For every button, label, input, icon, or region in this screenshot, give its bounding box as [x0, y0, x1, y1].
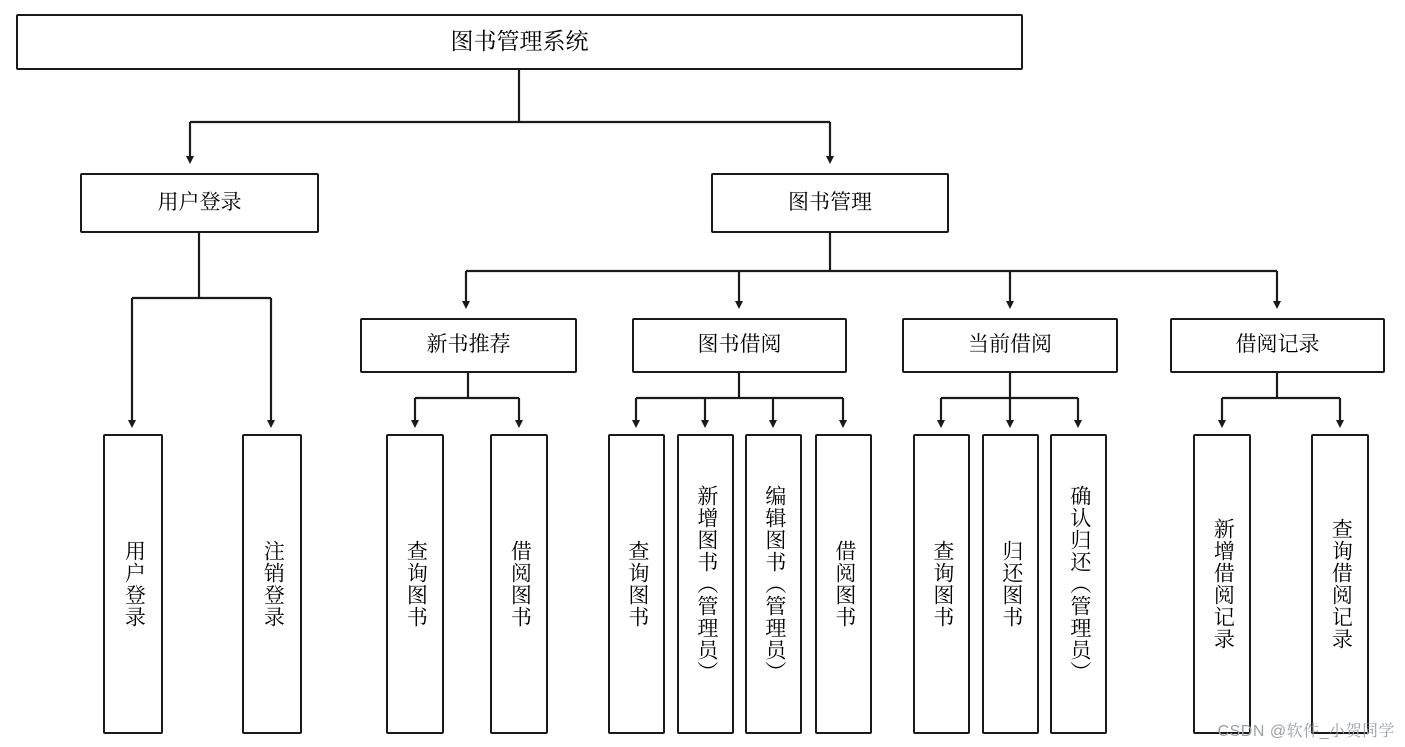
leaf-borrow-book-label: 借阅图书 — [832, 540, 856, 628]
leaf-confirm-return-label: 确认归还（管理员） — [1067, 485, 1091, 683]
leaf-add-borrow-record-label: 新增借阅记录 — [1211, 518, 1235, 650]
node-book-manage-label: 图书管理 — [788, 190, 872, 214]
leaf-query-borrow-record[interactable] — [1311, 434, 1369, 734]
leaf-confirm-return[interactable] — [1050, 434, 1107, 734]
node-user-login-label: 用户登录 — [157, 190, 242, 214]
node-root[interactable] — [16, 14, 1023, 70]
node-borrow-record-label: 借阅记录 — [1235, 333, 1320, 357]
leaf-edit-book-label: 编辑图书（管理员） — [762, 485, 786, 683]
node-root-label: 图书管理系统 — [450, 28, 589, 55]
node-book-borrow[interactable] — [632, 318, 847, 373]
leaf-query-book-recommend[interactable] — [386, 434, 444, 734]
leaf-logout-label: 注销登录 — [261, 540, 285, 628]
leaf-borrow-book[interactable] — [815, 434, 872, 734]
watermark-text: CSDN @软件_小贺同学 — [1217, 723, 1395, 740]
leaf-query-book-recommend-label: 查询图书 — [404, 540, 428, 628]
leaf-return-book-label: 归还图书 — [999, 540, 1023, 628]
leaf-user-login[interactable] — [103, 434, 163, 734]
leaf-query-book-borrow[interactable] — [608, 434, 665, 734]
leaf-add-book-label: 新增图书（管理员） — [694, 485, 718, 683]
node-book-borrow-label: 图书借阅 — [697, 333, 782, 357]
node-new-book-recommend-label: 新书推荐 — [426, 333, 511, 357]
leaf-query-book-borrow-label: 查询图书 — [625, 540, 649, 628]
leaf-query-book-current-label: 查询图书 — [930, 540, 954, 628]
leaf-logout[interactable] — [242, 434, 302, 734]
leaf-borrow-book-recommend[interactable] — [490, 434, 548, 734]
node-current-borrow[interactable] — [902, 318, 1118, 373]
leaf-query-book-current[interactable] — [913, 434, 970, 734]
node-book-manage[interactable] — [711, 173, 949, 233]
leaf-borrow-book-recommend-label: 借阅图书 — [508, 540, 532, 628]
leaf-return-book[interactable] — [982, 434, 1039, 734]
leaf-query-borrow-record-label: 查询借阅记录 — [1329, 518, 1353, 650]
leaf-edit-book[interactable] — [745, 434, 802, 734]
node-current-borrow-label: 当前借阅 — [968, 333, 1052, 357]
leaf-add-borrow-record[interactable] — [1193, 434, 1251, 734]
node-borrow-record[interactable] — [1170, 318, 1385, 373]
leaf-add-book[interactable] — [677, 434, 734, 734]
leaf-user-login-label: 用户登录 — [122, 540, 146, 628]
node-new-book-recommend[interactable] — [360, 318, 577, 373]
node-user-login[interactable] — [80, 173, 319, 233]
